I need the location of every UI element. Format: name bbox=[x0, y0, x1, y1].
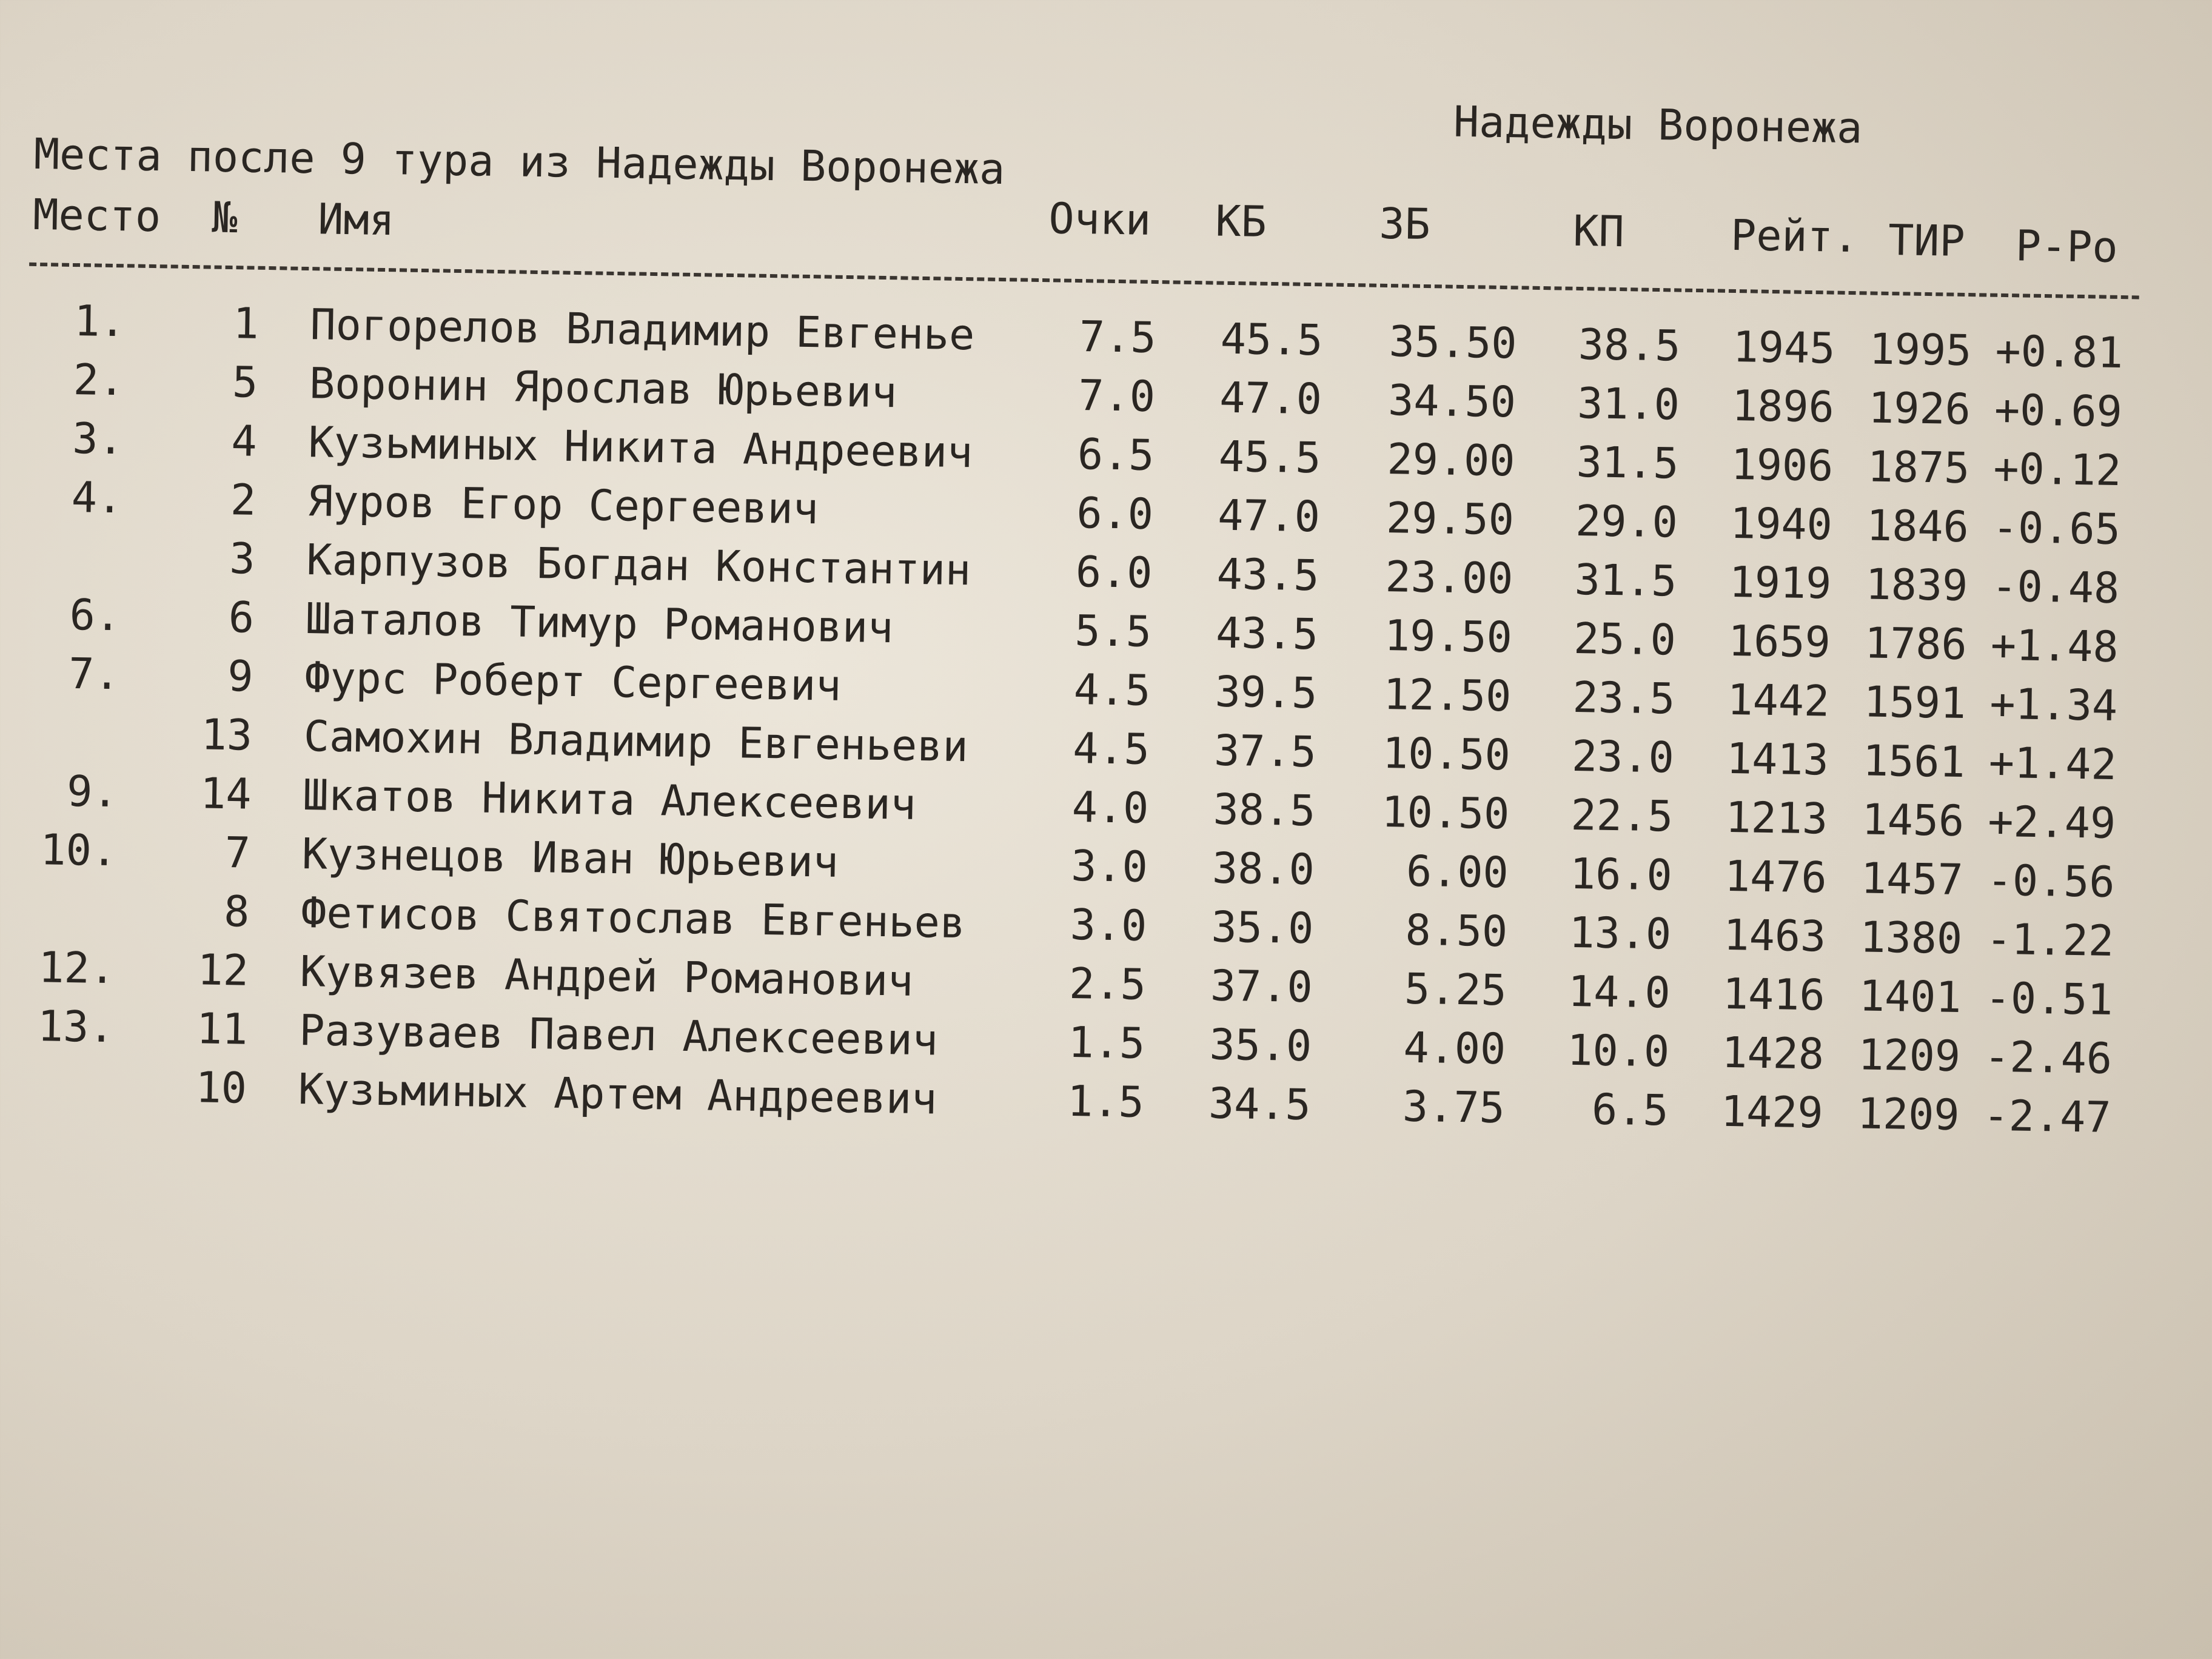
cell-kb: 43.5 bbox=[1216, 549, 1320, 601]
cell-kp: 22.5 bbox=[1570, 789, 1674, 842]
cell-kb: 47.0 bbox=[1219, 372, 1322, 424]
cell-r-ro: -2.47 bbox=[1983, 1090, 2112, 1142]
cell-rating: 1896 bbox=[1731, 380, 1835, 432]
cell-r-ro: +1.48 bbox=[1990, 620, 2119, 672]
cell-name: Фетисов Святослав Евгеньев bbox=[300, 887, 966, 948]
cell-no: 12 bbox=[196, 945, 249, 996]
cell-kb: 35.0 bbox=[1208, 1019, 1312, 1071]
cell-no: 2 bbox=[230, 475, 256, 525]
cell-zb: 35.50 bbox=[1389, 317, 1518, 369]
cell-r-ro: -0.56 bbox=[1986, 855, 2116, 907]
page-title: Места после 9 тура из Надежды Воронежа bbox=[33, 129, 1005, 195]
cell-tir: 1875 bbox=[1867, 441, 1970, 494]
cell-no: 9 bbox=[227, 651, 254, 702]
col-points: Очки bbox=[1048, 193, 1151, 245]
cell-no: 8 bbox=[223, 886, 250, 937]
cell-tir: 1380 bbox=[1859, 912, 1963, 964]
cell-name: Погорелов Владимир Евгенье bbox=[310, 300, 975, 360]
cell-tir: 1995 bbox=[1869, 324, 1972, 376]
cell-points: 6.0 bbox=[1075, 546, 1153, 598]
cell-kp: 14.0 bbox=[1567, 966, 1671, 1018]
col-rating: Рейт. bbox=[1730, 210, 1859, 263]
cell-r-ro: -0.51 bbox=[1985, 973, 2114, 1025]
cell-points: 7.5 bbox=[1079, 312, 1157, 363]
cell-r-ro: +0.81 bbox=[1994, 326, 2123, 378]
header-right: Надежды Воронежа bbox=[1453, 96, 1863, 153]
cell-zb: 5.25 bbox=[1404, 964, 1507, 1016]
cell-points: 6.5 bbox=[1077, 429, 1155, 480]
cell-zb: 34.50 bbox=[1387, 375, 1517, 427]
cell-r-ro: +1.34 bbox=[1989, 679, 2118, 731]
cell-kb: 37.5 bbox=[1213, 725, 1317, 777]
cell-kp: 25.0 bbox=[1573, 613, 1677, 665]
dashed-rule bbox=[29, 263, 2139, 300]
cell-points: 4.5 bbox=[1073, 664, 1151, 716]
cell-kp: 6.5 bbox=[1591, 1084, 1669, 1136]
cell-name: Шаталов Тимур Романович bbox=[305, 594, 894, 653]
cell-rating: 1919 bbox=[1729, 557, 1832, 609]
cell-rating: 1463 bbox=[1723, 910, 1826, 962]
cell-name: Кузнецов Иван Юрьевич bbox=[301, 829, 839, 887]
cell-zb: 29.00 bbox=[1387, 434, 1516, 486]
cell-zb: 6.00 bbox=[1406, 846, 1509, 898]
cell-place: 7. bbox=[68, 648, 121, 700]
cell-kp: 31.5 bbox=[1574, 554, 1677, 606]
col-name: Имя bbox=[317, 194, 395, 246]
cell-name: Фурс Роберт Сергеевич bbox=[304, 652, 842, 711]
cell-points: 4.0 bbox=[1071, 782, 1149, 833]
cell-tir: 1457 bbox=[1860, 853, 1964, 905]
cell-kp: 29.0 bbox=[1575, 495, 1678, 548]
cell-place: 9. bbox=[66, 766, 119, 817]
cell-kp: 23.0 bbox=[1571, 731, 1675, 783]
cell-name: Шкатов Никита Алексеевич bbox=[302, 770, 917, 830]
cell-kb: 37.0 bbox=[1210, 960, 1313, 1013]
cell-zb: 4.00 bbox=[1403, 1022, 1506, 1074]
cell-kb: 39.5 bbox=[1215, 666, 1318, 719]
col-r-ro: Р-Ро bbox=[2015, 221, 2119, 272]
cell-zb: 29.50 bbox=[1386, 493, 1515, 545]
cell-rating: 1442 bbox=[1727, 674, 1830, 726]
cell-place: 6. bbox=[69, 589, 121, 641]
cell-points: 2.5 bbox=[1068, 958, 1147, 1010]
cell-r-ro: +2.49 bbox=[1987, 796, 2116, 848]
cell-zb: 19.50 bbox=[1384, 610, 1513, 663]
cell-tir: 1209 bbox=[1857, 1088, 1960, 1140]
cell-rating: 1940 bbox=[1729, 498, 1833, 550]
cell-zb: 10.50 bbox=[1382, 728, 1511, 780]
cell-place: 1. bbox=[73, 295, 126, 347]
cell-tir: 1209 bbox=[1857, 1030, 1961, 1081]
cell-r-ro: -0.48 bbox=[1991, 561, 2120, 614]
cell-r-ro: -0.65 bbox=[1992, 502, 2121, 555]
cell-no: 10 bbox=[195, 1062, 247, 1113]
cell-name: Яуров Егор Сергеевич bbox=[307, 476, 819, 534]
cell-rating: 1906 bbox=[1731, 439, 1834, 491]
cell-tir: 1561 bbox=[1862, 736, 1966, 788]
cell-kp: 10.0 bbox=[1566, 1025, 1670, 1077]
cell-kb: 35.0 bbox=[1211, 902, 1314, 954]
col-kb: КБ bbox=[1215, 196, 1267, 247]
cell-kp: 31.0 bbox=[1577, 378, 1680, 430]
cell-no: 6 bbox=[228, 592, 255, 643]
cell-kb: 43.5 bbox=[1215, 608, 1319, 660]
cell-points: 6.0 bbox=[1076, 488, 1154, 539]
cell-zb: 8.50 bbox=[1404, 905, 1508, 957]
cell-points: 5.5 bbox=[1074, 605, 1152, 657]
col-place: Место bbox=[32, 189, 161, 242]
col-no: № bbox=[211, 192, 238, 243]
cell-no: 1 bbox=[232, 298, 260, 349]
cell-kb: 45.5 bbox=[1220, 313, 1324, 366]
cell-zb: 3.75 bbox=[1402, 1081, 1506, 1133]
cell-kp: 31.5 bbox=[1576, 437, 1679, 489]
cell-tir: 1591 bbox=[1863, 677, 1966, 729]
cell-points: 3.0 bbox=[1070, 899, 1147, 951]
cell-rating: 1476 bbox=[1724, 851, 1828, 903]
cell-points: 3.0 bbox=[1070, 840, 1148, 892]
cell-name: Разуваев Павел Алексеевич bbox=[298, 1005, 939, 1065]
cell-tir: 1456 bbox=[1861, 794, 1965, 846]
cell-place: 13. bbox=[37, 1001, 115, 1053]
cell-name: Кувязев Андрей Романович bbox=[300, 946, 914, 1006]
cell-r-ro: -1.22 bbox=[1985, 914, 2114, 966]
cell-r-ro: +1.42 bbox=[1988, 737, 2117, 789]
cell-name: Карпузов Богдан Константин bbox=[306, 535, 971, 595]
cell-r-ro: +0.69 bbox=[1994, 384, 2123, 437]
cell-kb: 45.5 bbox=[1218, 431, 1322, 483]
cell-zb: 23.00 bbox=[1384, 552, 1513, 604]
cell-no: 5 bbox=[232, 357, 258, 407]
cell-points: 7.0 bbox=[1078, 370, 1156, 421]
col-kp: КП bbox=[1572, 206, 1625, 257]
cell-zb: 10.50 bbox=[1381, 786, 1510, 839]
cell-kp: 38.5 bbox=[1578, 319, 1681, 371]
cell-tir: 1786 bbox=[1864, 618, 1968, 670]
cell-rating: 1413 bbox=[1726, 733, 1829, 785]
cell-rating: 1945 bbox=[1732, 321, 1835, 374]
cell-points: 1.5 bbox=[1068, 1017, 1145, 1068]
cell-tir: 1839 bbox=[1865, 559, 1968, 611]
cell-rating: 1416 bbox=[1722, 968, 1826, 1021]
cell-name: Самохин Владимир Евгеньеви bbox=[303, 711, 969, 772]
cell-zb: 12.50 bbox=[1382, 669, 1512, 722]
cell-kb: 38.5 bbox=[1213, 784, 1316, 836]
cell-kb: 34.5 bbox=[1208, 1078, 1312, 1130]
cell-rating: 1428 bbox=[1721, 1027, 1825, 1079]
cell-kp: 16.0 bbox=[1569, 848, 1673, 900]
col-tir: ТИР bbox=[1888, 215, 1966, 266]
cell-name: Кузьминых Никита Андреевич bbox=[307, 417, 973, 478]
cell-no: 13 bbox=[201, 709, 253, 760]
cell-no: 14 bbox=[199, 768, 252, 819]
cell-rating: 1213 bbox=[1724, 792, 1828, 844]
cell-tir: 1846 bbox=[1866, 500, 1969, 552]
cell-tir: 1401 bbox=[1858, 971, 1962, 1023]
cell-rating: 1429 bbox=[1720, 1086, 1824, 1138]
cell-place: 3. bbox=[72, 413, 124, 464]
cell-no: 4 bbox=[230, 416, 258, 466]
cell-no: 11 bbox=[196, 1004, 249, 1054]
cell-kb: 38.0 bbox=[1212, 843, 1315, 895]
cell-r-ro: -2.46 bbox=[1983, 1031, 2113, 1084]
cell-place: 2. bbox=[73, 354, 125, 406]
cell-place: 10. bbox=[39, 825, 118, 876]
cell-kb: 47.0 bbox=[1217, 490, 1321, 542]
cell-kp: 13.0 bbox=[1568, 907, 1672, 959]
cell-place: 12. bbox=[38, 942, 116, 994]
cell-kp: 23.5 bbox=[1572, 672, 1675, 724]
col-zb: ЗБ bbox=[1378, 198, 1431, 250]
cell-rating: 1659 bbox=[1728, 615, 1831, 668]
cell-points: 1.5 bbox=[1067, 1076, 1145, 1127]
cell-no: 7 bbox=[224, 828, 251, 878]
cell-no: 3 bbox=[229, 534, 256, 584]
cell-points: 4.5 bbox=[1072, 723, 1150, 774]
cell-name: Кузьминых Артем Андреевич bbox=[298, 1064, 937, 1124]
cell-r-ro: +0.12 bbox=[1992, 443, 2122, 496]
cell-place: 4. bbox=[71, 472, 123, 523]
cell-name: Воронин Ярослав Юрьевич bbox=[309, 358, 897, 418]
cell-tir: 1926 bbox=[1868, 383, 1971, 435]
